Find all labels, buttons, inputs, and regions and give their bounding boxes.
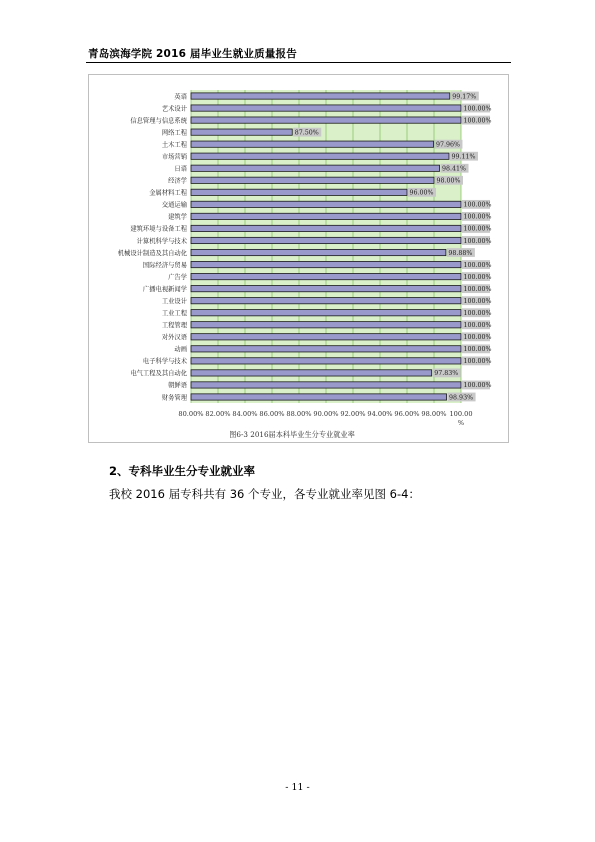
category-label: 广告学 [168,273,187,281]
data-label: 97.83% [434,370,459,378]
category-label: 土木工程 [161,141,187,149]
data-label: 100.00% [463,382,492,390]
category-label: 机械设计制造及其自动化 [117,249,187,257]
bar [191,153,449,159]
category-label: 交通运输 [161,201,187,209]
x-tick-label: 86.00% [259,410,285,418]
bar [191,370,432,376]
bar [191,225,461,231]
bar [191,201,461,207]
category-label: 网络工程 [161,129,187,137]
bar [191,334,461,340]
data-label: 99.17% [452,93,477,101]
data-label: 100.00% [463,201,492,209]
x-tick-label: 94.00% [367,410,393,418]
data-label: 100.00% [463,310,492,318]
category-label: 市场营销 [161,153,187,161]
section-heading: 2、专科毕业生分专业就业率 [109,464,256,478]
category-label: 工程管理 [161,322,187,330]
bar [191,346,461,352]
category-label: 日语 [174,165,187,173]
data-label: 100.00% [463,346,492,354]
category-label: 电气工程及其自动化 [130,370,187,378]
bar [191,117,461,123]
data-label: 100.00% [463,273,492,281]
bar [191,93,450,99]
bar [191,286,461,292]
chart-caption: 图6-3 2016届本科毕业生分专业就业率 [229,430,355,439]
category-label: 信息管理与信息系统 [130,117,187,125]
data-label: 100.00% [463,105,492,113]
data-label: 99.11% [451,153,476,161]
bar [191,129,292,135]
category-label: 工业设计 [161,297,187,305]
data-label: 100.00% [463,334,492,342]
bar [191,322,461,328]
bar [191,177,434,183]
bar [191,298,461,304]
category-label: 工业工程 [161,310,187,318]
category-label: 建筑环境与设备工程 [130,225,187,233]
x-axis-unit: % [457,419,465,427]
data-label: 100.00% [463,285,492,293]
data-label: 100.00% [463,117,492,125]
data-label: 100.00% [463,213,492,221]
data-label: 98.93% [449,394,474,402]
data-label: 98.41% [442,165,467,173]
bar [191,382,461,388]
x-tick-label: 92.00% [340,410,366,418]
bar [191,261,461,267]
data-label: 98.00% [436,177,461,185]
bar [191,141,433,147]
category-label: 经济学 [168,177,187,185]
data-label: 100.00% [463,358,492,366]
category-label: 朝鲜语 [168,382,187,390]
page-number: - 11 - [285,782,310,793]
data-label: 100.00% [463,297,492,305]
bar [191,358,461,364]
data-label: 97.96% [435,141,460,149]
category-label: 金属材料工程 [149,189,187,197]
category-label: 动画 [174,346,187,354]
chart-canvas [89,75,508,442]
category-label: 电子科学与技术 [142,358,187,366]
data-label: 87.50% [294,129,319,137]
data-label: 96.00% [409,189,434,197]
header-divider [86,62,511,63]
data-label: 100.00% [463,261,492,269]
category-label: 国际经济与贸易 [142,261,187,269]
data-label: 100.00% [463,225,492,233]
category-label: 艺术设计 [161,105,187,113]
data-label: 100.00% [463,322,492,330]
x-tick-label: 90.00% [313,410,339,418]
x-tick-label: 80.00% [178,410,204,418]
x-tick-label: 88.00% [286,410,312,418]
category-label: 财务管理 [161,394,187,402]
employment-rate-chart [88,74,509,443]
category-label: 对外汉语 [161,334,187,342]
bar [191,310,461,316]
bar [191,273,461,279]
bar [191,394,447,400]
data-label: 98.88% [448,249,473,257]
bar [191,213,461,219]
section-body-text: 我校 2016 届专科共有 36 个专业，各专业就业率见图 6-4： [109,487,420,501]
x-tick-label: 100.00 [449,410,473,418]
bar [191,249,446,255]
category-label: 广播电视新闻学 [142,285,187,293]
report-title: 青岛滨海学院 2016 届毕业生就业质量报告 [88,48,297,60]
bar [191,165,440,171]
bar [191,189,407,195]
x-tick-label: 82.00% [205,410,231,418]
category-label: 建筑学 [168,213,187,221]
bar [191,237,461,243]
data-label: 100.00% [463,237,492,245]
x-tick-label: 98.00% [421,410,447,418]
x-tick-label: 84.00% [232,410,258,418]
category-label: 计算机科学与技术 [136,237,187,245]
bar [191,105,461,111]
x-tick-label: 96.00% [394,410,420,418]
category-label: 英语 [174,93,187,101]
